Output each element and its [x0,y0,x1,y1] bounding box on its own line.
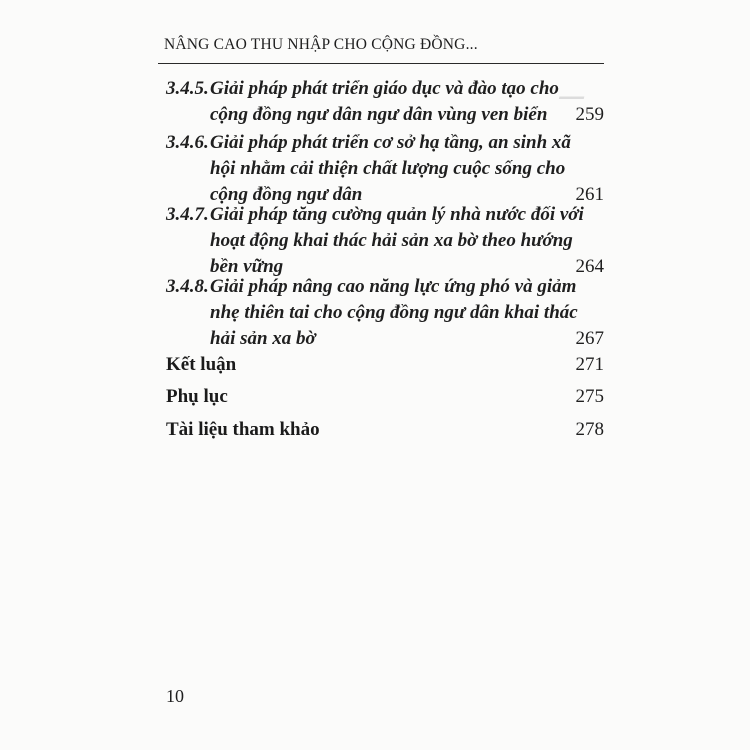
entry-number: 3.4.7. [166,204,209,225]
entry-page-number: 275 [575,386,604,407]
entry-line: hải sản xa bờ [210,328,316,349]
entry-page-number: 271 [575,354,604,375]
entry-number: 3.4.6. [166,132,209,153]
entry-page-number: 264 [575,256,604,277]
header-rule [158,63,604,64]
entry-page-number: 267 [575,328,604,349]
entry-page-number: 259 [575,104,604,125]
running-header: NÂNG CAO THU NHẬP CHO CỘNG ĐỒNG... [164,36,478,53]
entry-line: cộng đồng ngư dân [210,184,363,205]
entry-label: Kết luận [166,354,237,375]
entry-line: nhẹ thiên tai cho cộng đồng ngư dân khai thác [210,302,578,323]
entry-line: Giải pháp phát triển cơ sở hạ tầng, an sinh xã [210,132,571,153]
entry-line: Giải pháp phát triển giáo dục và đào tạo cho [210,78,559,99]
entry-page-number: 261 [575,184,604,205]
entry-line: Giải pháp tăng cường quản lý nhà nước đối với [210,204,584,225]
entry-line: hoạt động khai thác hải sản xa bờ theo hướng [210,230,573,251]
entry-number: 3.4.8. [166,276,209,297]
entry-line: Giải pháp nâng cao năng lực ứng phó và giảm [210,276,577,297]
entry-label: Tài liệu tham khảo [166,419,320,440]
entry-number: 3.4.5. [166,78,209,99]
entry-label: Phụ lục [166,386,228,407]
entry-line: hội nhằm cải thiện chất lượng cuộc sống cho [210,158,566,179]
entry-line: bền vững [210,256,284,277]
bleed-through-decoration: ▁▁ [560,82,585,99]
entry-line: cộng đồng ngư dân ngư dân vùng ven biển [210,104,548,125]
page-number: 10 [166,686,184,706]
entry-page-number: 278 [575,419,604,440]
